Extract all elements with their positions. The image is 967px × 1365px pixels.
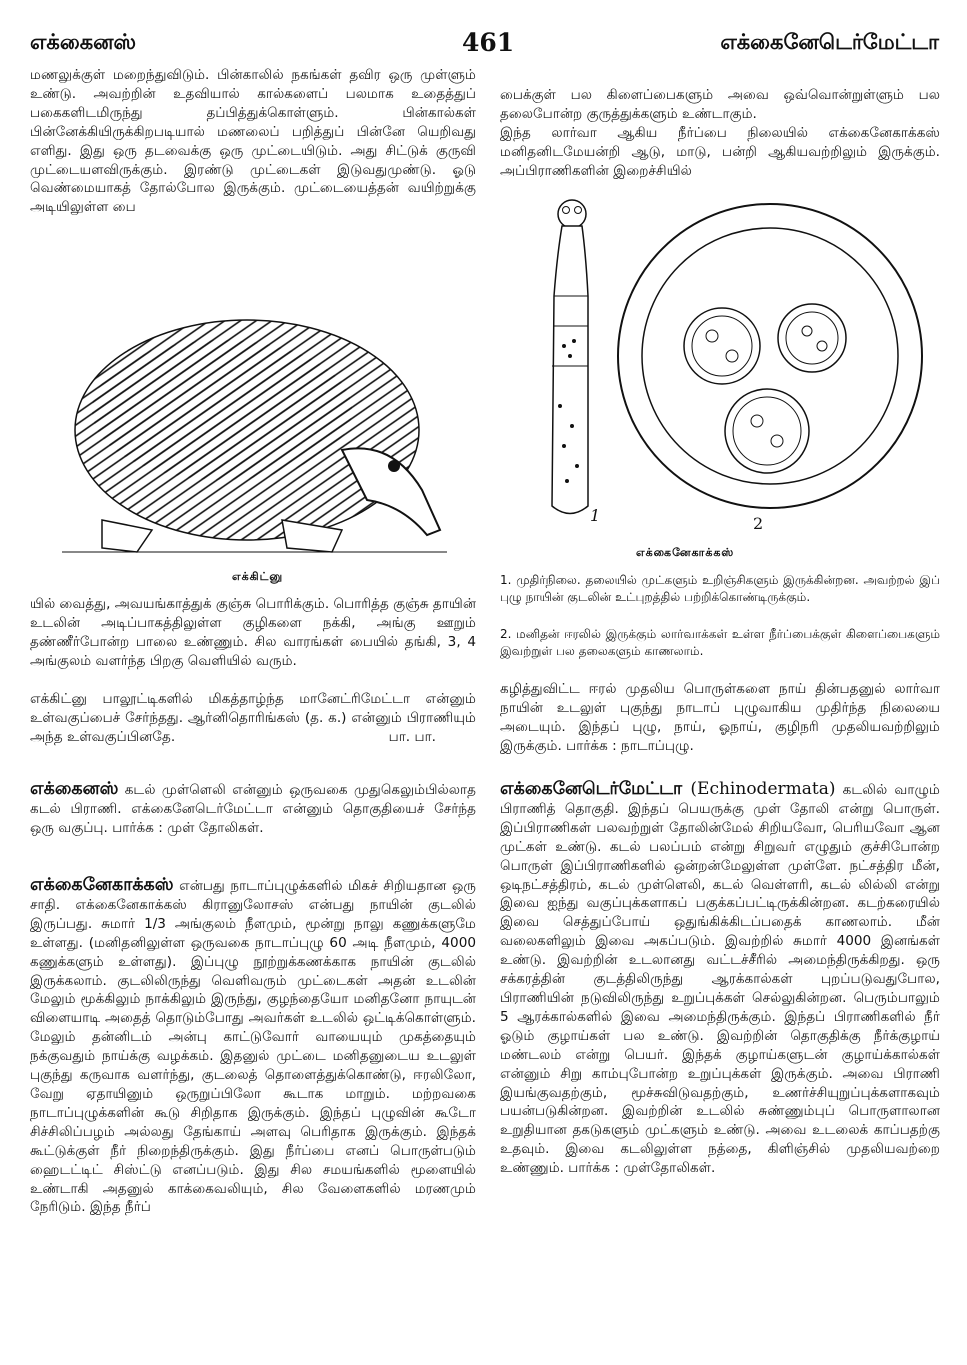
running-header-left: எக்கைனஸ் xyxy=(30,30,137,54)
paragraph-text: எக்கிட்னு பாலூட்டிகளில் மிகத்தாழ்ந்த மானேட்ரிமேட்டா என்னும் உள்வகுப்பைச் சேர்ந்தது. ஆர்னிதொரிங்கஸ் (த. க.) என்னும் பிராணியும் அந்த உள்வகுப்பினதே. xyxy=(30,691,476,745)
left-paragraph-2: யில் வைத்து, அவயங்காத்துக் குஞ்சு பொரிக்கும். பொரித்த குஞ்சு தாயின் உடலின் அடிப்பாகத்திலுள்ள குழிகளை நக்கி, அங்கு ஊறும் தண்ணீர்போன்ற பாலை உண்ணும். சில வாரங்கள் பையில் தங்கி, 3, 4 அங்குலம் வளர்ந்த பிறகு வெளியில் வரும். xyxy=(30,596,476,669)
figure-note-1: 1. முதிர்நிலை. தலையில் முட்களும் உறிஞ்சிகளும் இருக்கின்றன. அவற்றல் இப் புழு நாயின் குடலின் உட்புறத்தில் பற்றிக்கொண்டிருக்கும். xyxy=(500,573,940,604)
left-paragraph-1: மணலுக்குள் மறைந்துவிடும். பின்காலில் நகங்கள் தவிர ஒரு முள்ளும் உண்டு. அவற்றின் உதவியால் கால்களைப் பலமாக உதைத்துப் பகைகளிடமிருந்து தப்பித்துக்கொள்ளும். பின்கால்கள் பின்னேக்கியிருக்கிறபடியால் மணலைப் பறித்துப் பின்னே யெறிவது எளிது. இது ஒரு தடவைக்கு ஒரு முட்டையிடும். அது சிட்டுக் குருவி முட்டையளவிருக்கும். இரண்டு முட்டைகள் இடுவதுமுண்டு. ஓடு வெண்மையாகத் தோல்போல இருக்கும். முட்டையைத்தன் வயிற்றுக்கு அடியிலுள்ள பை xyxy=(30,67,476,216)
right-paragraph-2: இந்த லார்வா ஆகிய நீர்ப்பை நிலையில் எக்கைனேகாக்கஸ் மனிதனிடமேயன்றி ஆடு, மாடு, பன்றி ஆகியவற்றிலும் இருக்கும். அப்பிராணிகளின் இறைச்சியில் xyxy=(500,125,940,179)
left-figure-caption: எக்கிட்னு xyxy=(232,570,284,583)
entry-heading: எக்கைனேடெர்மேட்டா xyxy=(500,779,683,799)
entry-body: கடல் முள்ளெலி என்னும் ஒருவகை முதுகெலும்பில்லாத கடல் பிராணி. எக்கைனேடெர்மேட்டா என்னும் தொகுதியைச் சேர்ந்த ஒரு வகுப்பு. பார்க்க : முள் தோலிகள். xyxy=(30,782,476,836)
adult-worm-figure xyxy=(552,200,588,514)
entry-heading: எக்கைனஸ் xyxy=(30,779,119,799)
entry-echinus xyxy=(30,780,476,838)
hydatid-cyst-figure xyxy=(618,204,922,508)
right-paragraph-3: கழித்துவிட்ட ஈரல் முதலிய பொருள்களை நாய் தின்பதனுல் லார்வா நாயின் உடலுள் புகுந்து நாடாப் புழுவாகிய முதிர்ந்த நிலையை அடையும். இந்தப் புழு, நாய், ஓநாய், குழிநரி முதலியவற்றிலும் இருக்கும். பார்க்க : நாடாப்புழு. xyxy=(500,681,940,754)
entry-heading: எக்கைனேகாக்கஸ் xyxy=(30,875,174,895)
author-initials: பா. பா. xyxy=(388,728,436,745)
figure-label-1: 1 xyxy=(590,506,601,525)
figure-note-2: 2. மனிதன் ஈரலில் இருக்கும் லார்வாக்கள் உள்ள நீர்ப்பைக்குள் கிளைப்பைகளும் இவற்றுள் பல தலைகளும் காணலாம். xyxy=(500,627,940,658)
page-number: 461 xyxy=(462,28,515,57)
entry-body: கடலில் வாழும் பிராணித் தொகுதி. இந்தப் பெயருக்கு முள் தோலி என்று பொருள். இப்பிராணிகள் பலவற்றுள் தோலின்மேல் சிறியவோ, பெரியவோ ஆன முட்கள் உண்டு. கடல் பலப்பம் என்று சிறுவர் எழுதும் குச்சிபோன்ற பொருள் இப்பிராணிகளில் ஒன்றன்மேலுள்ள முள்ளே. நட்சத்திர மீன், ஒடிநட்சத்திரம், கடல் முள்ளெலி, கடல் வெள்ளரி, கடல் லில்லி என்று இவை ஐந்து வகுப்புக்களாகப் பகுக்கப்பட்டிருக்கின்றன. கடற்கரையில் இவை செத்துப்போய் ஒதுங்கிக்கிடப்பதைக் காணலாம். மீன் வலைகளிலும் இவை அகப்படும். இவற்றில் சுமார் 4000 இனங்கள் உண்டு. இவற்றின் உடலானது வட்டச்சீரில் அமைந்திருக்கிறது. ஒரு சக்கரத்தின் குடத்திலிருந்து ஆரக்கால்கள் புறப்படுவதுபோல, பிராணியின் நடுவிலிருந்து உறுப்புக்கள் செல்லுகின்றன. பெரும்பாலும் 5 ஆரக்கால்களில் இவை அமைந்திருக்கும். இந்தப் பிராணிகளில் நீர் ஓடும் குழாய்கள் பல உண்டு. இவற்றின் தொகுதிக்கு நீர்க்குழாய் மண்டலம் என்று பெயர். இந்தக் குழாய்களுடன் குழாய்க்கால்கள் என்னும் சிறு காம்புபோன்ற உறுப்புக்கள் இருக்கும். அவை பிராணி இயங்குவதற்கும், மூச்சுவிடுவதற்கும், உணர்ச்சியுறுப்புக்களாகவும் பயன்படுகின்றன. இவற்றின் உடலில் சுண்ணும்புப் பொருளாலான உறுதியான தகடுகளும் முட்களும் உண்டு. அவை உடலைக் காப்பதற்கு உதவும். இவை கடலிலுள்ள நத்தை, கிளிஞ்சில் முதலியவற்றை உண்ணும். பார்க்க : முள்தோலிகள். xyxy=(500,782,940,1177)
entry-echinodermata xyxy=(500,780,940,1178)
echinococcus-illustration xyxy=(512,196,932,536)
right-figure-caption: எக்கைனேகாக்கஸ் xyxy=(636,546,735,559)
running-header-right: எக்கைனேடெர்மேட்டா xyxy=(720,30,939,54)
echidna-illustration xyxy=(42,290,452,562)
left-paragraph-3 xyxy=(30,690,476,747)
right-paragraph-1: பைக்குள் பல கிளைப்பைகளும் அவை ஒவ்வொன்றுள்ளும் பல தலைபோன்ற குருத்துக்களும் உண்டாகும். xyxy=(500,87,940,122)
entry-body: என்பது நாடாப்புழுக்களில் மிகச் சிறியதான ஒரு சாதி. எக்கைனேகாக்கஸ் கிரானுலோசஸ் என்பது நாயின் குடலில் இருப்பது. சுமார் 1/3 அங்குலம் நீளமும், மூன்று நாலு கணுக்களுமே உள்ளது. (மனிதனிலுள்ள ஒருவகை நாடாப்புழு 60 அடி நீளமும், 4000 கணுக்களும் உள்ளது). இப்புழு நூற்றுக்கணக்காக நாயின் குடலில் இருக்கலாம். குடலிலிருந்து வெளிவரும் முட்டைகள் அதன் உடலின் மேலும் மூக்கிலும் நாக்கிலும் இருந்து, குழந்தையோ மனிதனோ நாயுடன் விளையாடி அதைத் தொடும்போது அவர்கள் உடலில் ஒட்டிக்கொள்ளும். மேலும் தன்னிடம் அன்பு காட்டுவோர் வாயையும் முகத்தையும் நக்குவதும் நாய்க்கு வழக்கம். இதனுல் முட்டை மனிதனுடைய உடலுள் புகுந்து கருவாக வளர்ந்து, குடலைத் தொளைத்துக்கொண்டு, ஈரலிலோ, வேறு ஏதாயினும் ஒருறுப்பிலோ கூடாக மாறும். மற்றவகை நாடாப்புழுக்களின் கூடு சிறிதாக இருக்கும். இந்தப் புழுவின் கூடோ சிச்சிலிப்பழம் அல்லது தேங்காய் அளவு பெரிதாக இருக்கும். இந்தக் கூட்டுக்குள் நீர் நிறைந்திருக்கும். இது நீர்ப்பை எனப் பொருள்படும் ஹைடட்டிட் சிஸ்ட்டு எனப்படும். இது சில சமயங்களில் மூளையில் உண்டாகி அதனுல் காக்கைவலியும், சில வேளைகளில் மரணமும் நேரிடும். இந்த நீர்ப் xyxy=(30,878,476,1216)
figure-label-2: 2 xyxy=(753,514,764,533)
entry-echinococcus xyxy=(30,876,476,1217)
entry-latin-name: (Echinodermata) xyxy=(682,779,836,799)
